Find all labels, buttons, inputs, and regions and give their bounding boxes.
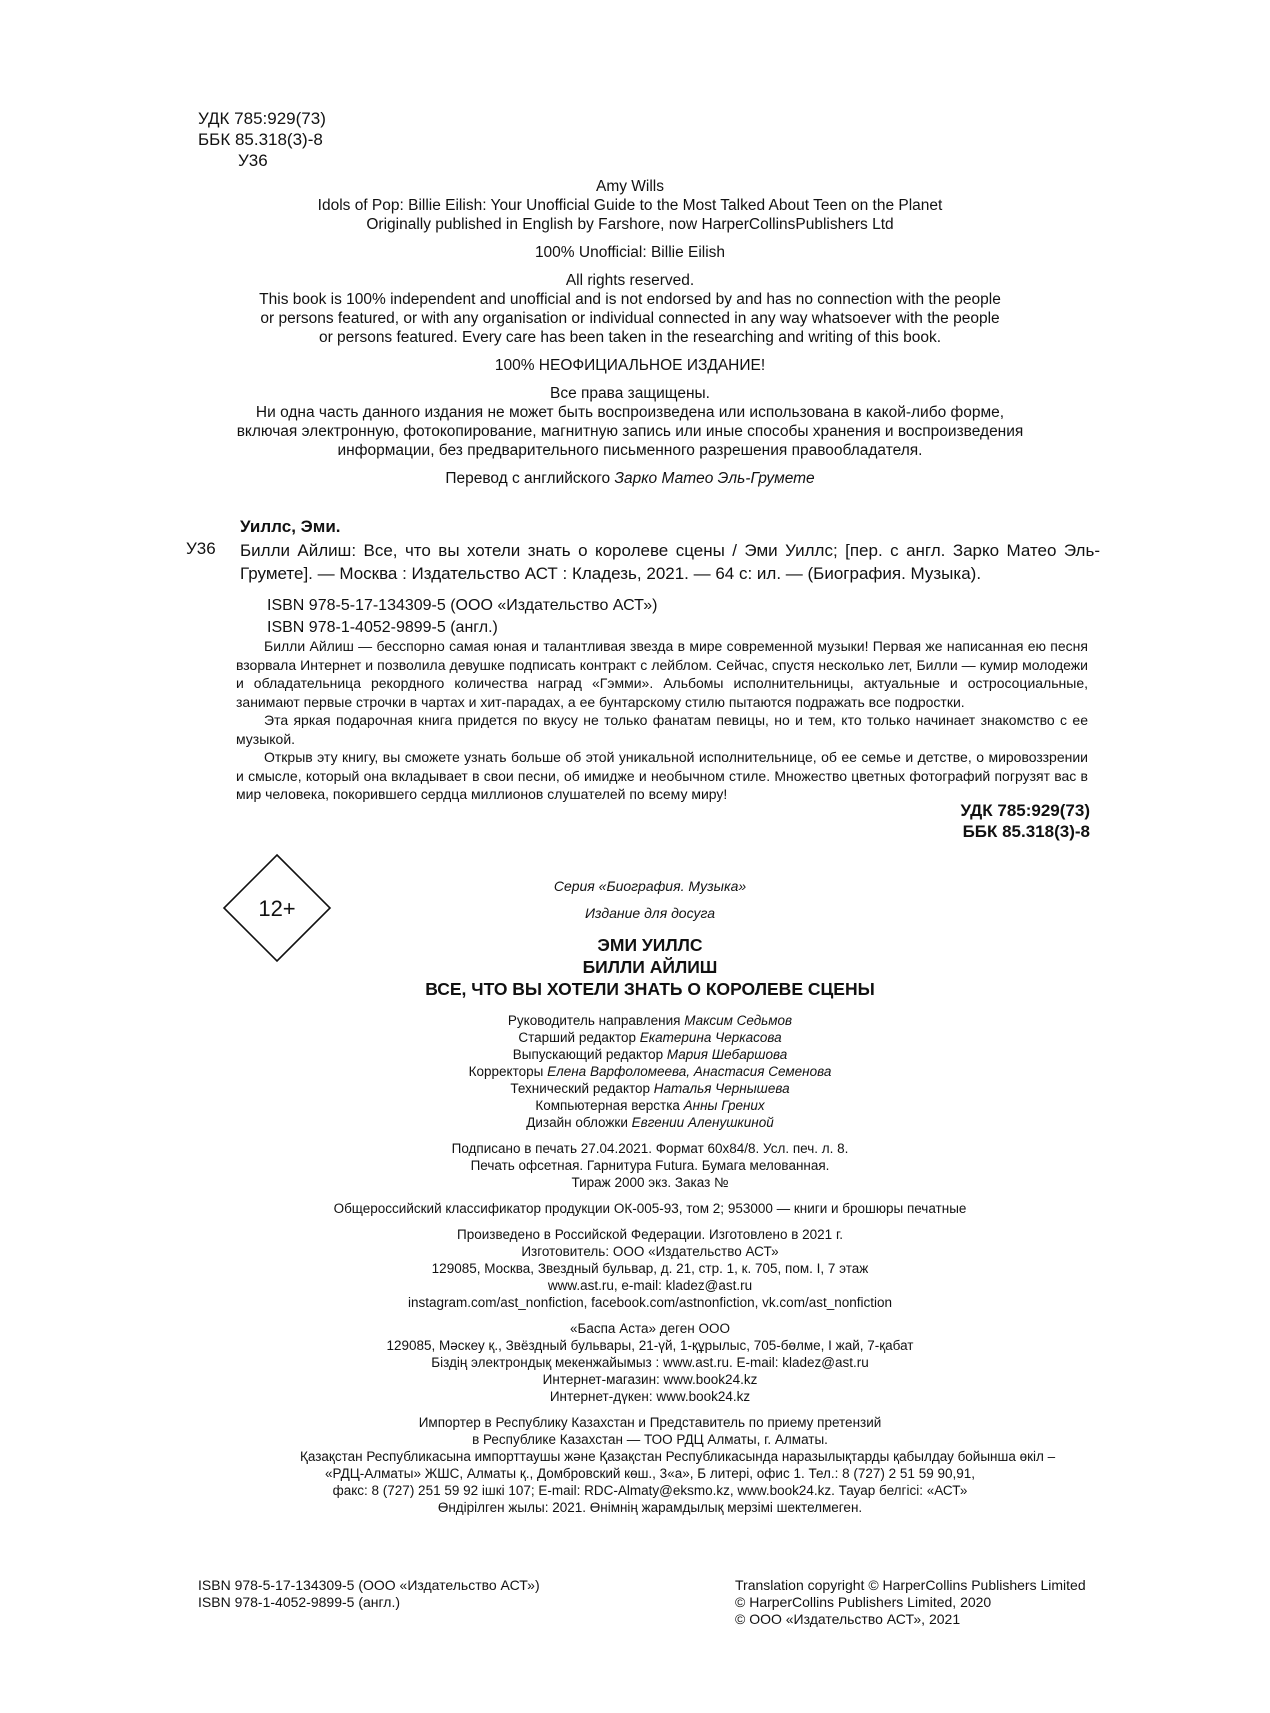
print-info-line: Подписано в печать 27.04.2021. Формат 60x84/8. Усл. печ. л. 8. [451, 1141, 849, 1156]
author-mark: У36 [238, 151, 268, 170]
credit-role: Корректоры [468, 1064, 548, 1079]
kazakh-publisher-line: 129085, Мәскеу қ., Звёздный бульвары, 21-үй, 1-құрылыс, 705-бөлме, I жай, 7-қабат [386, 1338, 914, 1353]
footer-isbn-line: ISBN 978-5-17-134309-5 (ООО «Издательство АСТ») [198, 1577, 540, 1593]
credit-line [300, 1029, 1000, 1046]
annotation-paragraph: Билли Айлиш — бесспорно самая юная и талантливая звезда в мире современной музыки! Первая же написанная ею песня взорвала Интернет и позволила девушке подписать контракт с лейблом. Сейчас, спустя несколько лет, Билли — кумир молодежи и обладательница рекордного количества наград «Гэмми». Альбомы исполнительницы, актуальные и остросоциальные, занимают первые строчки в чартах и хит-парадах, а ее бунтарскому стилю пытаются подражать все подростки. [236, 638, 1088, 710]
manufacturer-line: www.ast.ru, e-mail: kladez@ast.ru [547, 1278, 753, 1293]
credit-name: Евгении Аленушкиной [631, 1115, 774, 1130]
manufacturer-line: Произведено в Российской Федерации. Изготовлено в 2021 г. [457, 1227, 843, 1242]
credits-list [300, 1012, 1000, 1131]
credit-role: Старший редактор [518, 1030, 640, 1045]
copyright-line: © HarperCollins Publishers Limited, 2020 [735, 1594, 992, 1610]
print-info-line: Печать офсетная. Гарнитура Futura. Бумага мелованная. [470, 1158, 830, 1173]
udk-right-block [900, 800, 1090, 842]
footer-isbn-line: ISBN 978-1-4052-9899-5 (англ.) [198, 1594, 401, 1610]
importer-line: Қазақстан Республикасына импорттаушы және Қазақстан Республикасында наразылықтарды қабылдау бойынша өкіл – [300, 1449, 1056, 1464]
credit-line [300, 1046, 1000, 1063]
kazakh-publisher-info [300, 1320, 1000, 1405]
credit-line [300, 1097, 1000, 1114]
english-title: Idols of Pop: Billie Eilish: Your Unofficial Guide to the Most Talked About Teen on the Planet [317, 197, 943, 214]
annotation-paragraph: Открыв эту книгу, вы сможете узнать больше об этой уникальной исполнительнице, об ее семье и детстве, о мировоззрении и смысле, который она вкладывает в свои песни, об имидже и необычном стиле. Множество цветных фотографий погрузят вас в мир человека, покорившего сердца миллионов слушателей по всему миру! [236, 749, 1088, 802]
kazakh-publisher-line: «Баспа Аста» деген ООО [570, 1321, 730, 1336]
edition-type: Издание для досуга [585, 905, 715, 921]
kazakh-publisher-line: Біздің электрондық мекенжайымыз : www.ast.ru. E-mail: kladez@ast.ru [431, 1355, 869, 1370]
age-rating-label: 12+ [258, 896, 296, 921]
udk-top-block [198, 108, 326, 171]
credit-role: Компьютерная верстка [535, 1098, 684, 1113]
credit-line [300, 1012, 1000, 1029]
russian-rights: Все права защищены. [550, 385, 710, 402]
title-line: ЭМИ УИЛЛС [597, 935, 703, 955]
credit-name: Наталья Чернышева [653, 1081, 790, 1096]
footer-isbn [198, 1577, 540, 1611]
product-classifier: Общероссийский классификатор продукции ОК-005-93, том 2; 953000 — книги и брошюры печатные [333, 1201, 967, 1216]
importer-line: «РДЦ-Алматы» ЖШС, Алматы қ., Домбровский көш., 3«а», Б литері, офис 1. Тел.: 8 (727) 2 51 59 90,91, [324, 1466, 975, 1481]
series-name: Серия «Биография. Музыка» [553, 878, 747, 894]
print-info [300, 1140, 1000, 1191]
english-disclaimer-line: This book is 100% independent and unofficial and is not endorsed by and has no connection with the people [259, 291, 1001, 308]
translation-prefix: Перевод с английского [445, 470, 615, 487]
annotation-paragraph: Эта яркая подарочная книга придется по вкусу не только фанатам певицы, но и тем, кто только начинает знакомство с ее музыкой. [236, 712, 1088, 747]
credit-role: Дизайн обложки [526, 1115, 632, 1130]
udk-code: УДК 785:929(73) [960, 801, 1090, 820]
credit-name: Максим Седьмов [684, 1013, 793, 1028]
title-line: БИЛЛИ АЙЛИШ [582, 957, 718, 977]
credit-line [300, 1063, 1000, 1080]
credit-line [300, 1114, 1000, 1131]
print-info-line: Тираж 2000 экз. Заказ № [571, 1175, 729, 1190]
credit-role: Технический редактор [510, 1081, 654, 1096]
kazakh-publisher-line: Интернет-дүкен: www.book24.kz [549, 1389, 751, 1404]
annotation [236, 637, 1088, 804]
importer-line: факс: 8 (727) 251 59 92 ішкі 107; E-mail: RDC-Almaty@eksmo.kz, www.book24.kz. Тауар белгісі: «АСТ» [332, 1483, 968, 1498]
english-rights: All rights reserved. [565, 272, 695, 289]
manufacturer-line: instagram.com/ast_nonfiction, facebook.com/astnonfiction, vk.com/ast_nonfiction [408, 1295, 892, 1310]
english-author: Amy Wills [595, 178, 665, 195]
catalog-author-heading: Уиллс, Эми. [240, 517, 341, 536]
kazakh-publisher-line: Интернет-магазин: www.book24.kz [542, 1372, 758, 1387]
imprint-block [300, 877, 1056, 1516]
credit-name: Мария Шебаршова [666, 1047, 788, 1062]
credit-role: Руководитель направления [507, 1013, 685, 1028]
credit-line [300, 1080, 1000, 1097]
isbn-en: ISBN 978-1-4052-9899-5 (англ.) [267, 619, 498, 636]
credit-name: Анны Грених [683, 1098, 765, 1113]
credit-name: Екатерина Черкасова [639, 1030, 782, 1045]
russian-notice-line: информации, без предварительного письменного разрешения правообладателя. [337, 442, 923, 459]
russian-notice-line: включая электронную, фотокопирование, магнитную запись или иные способы хранения и воспроизведения [236, 423, 1024, 440]
english-disclaimer-line: or persons featured, or with any organisation or individual connected in any way whatsoever with the people [260, 310, 1000, 327]
russian-unofficial: 100% НЕОФИЦИАЛЬНОЕ ИЗДАНИЕ! [494, 357, 766, 374]
catalog-description: Билли Айлиш: Все, что вы хотели знать о королеве сцены / Эми Уиллс; [пер. с англ. Зарко Матео Эль-Грумете]. — Москва : Издательство АСТ : Кладезь, 2021. — 64 с: ил. — (Биография. Музыка). [240, 541, 1100, 583]
bbk-code: ББК 85.318(3)-8 [198, 130, 323, 149]
rights-block [160, 177, 1100, 488]
importer-info [300, 1414, 1056, 1516]
importer-line: Өндірілген жылы: 2021. Өнімнің жарамдылық мерзімі шектелмеген. [437, 1500, 863, 1515]
title-line: ВСЕ, ЧТО ВЫ ХОТЕЛИ ЗНАТЬ О КОРОЛЕВЕ СЦЕНЫ [425, 979, 875, 999]
english-original: Originally published in English by Farshore, now HarperCollinsPublishers Ltd [366, 216, 894, 233]
manufacturer-info [300, 1226, 1000, 1311]
udk-code: УДК 785:929(73) [198, 109, 326, 128]
copyright-line: Translation copyright © HarperCollins Publishers Limited [735, 1577, 1086, 1593]
translation-credit [160, 469, 1100, 488]
english-unofficial: 100% Unofficial: Billie Eilish [534, 244, 726, 261]
manufacturer-line: 129085, Москва, Звездный бульвар, д. 21, стр. 1, к. 705, пом. I, 7 этаж [431, 1261, 869, 1276]
credit-role: Выпускающий редактор [512, 1047, 667, 1062]
credit-name: Елена Варфоломеева, Анастасия Семенова [547, 1064, 832, 1079]
bbk-code: ББК 85.318(3)-8 [962, 822, 1090, 841]
catalog-code: У36 [186, 539, 216, 558]
importer-line: в Республике Казахстан — ТОО РДЦ Алматы, г. Алматы. [472, 1432, 828, 1447]
english-disclaimer-line: or persons featured. Every care has been taken in the researching and writing of this book. [318, 329, 942, 346]
translator-name: Зарко Матео Эль-Грумете [614, 470, 815, 487]
footer-copyright [735, 1577, 1086, 1628]
catalog-isbn-list [267, 595, 657, 639]
manufacturer-line: Изготовитель: ООО «Издательство АСТ» [521, 1244, 779, 1259]
copyright-line: © ООО «Издательство АСТ», 2021 [735, 1611, 961, 1627]
russian-notice-line: Ни одна часть данного издания не может быть воспроизведена или использована в какой-либо форме, [255, 404, 1005, 421]
isbn-ru: ISBN 978-5-17-134309-5 (ООО «Издательство АСТ») [267, 597, 658, 614]
importer-line: Импортер в Республику Казахстан и Представитель по приему претензий [418, 1415, 882, 1430]
